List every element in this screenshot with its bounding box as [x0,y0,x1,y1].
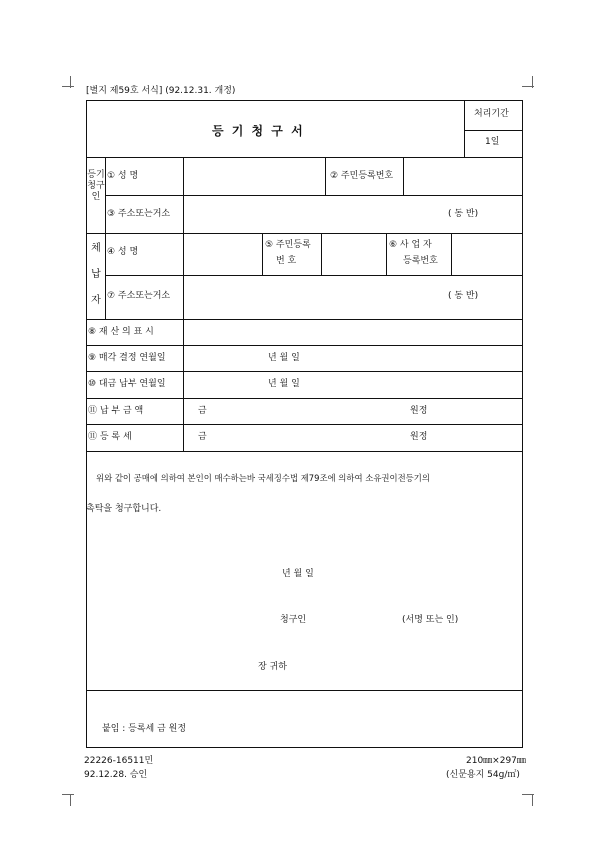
divider [86,345,523,346]
crop-mark [70,794,71,806]
footer-approval: 92.12.28. 승인 [84,770,148,780]
registration-tax-suffix: 원정 [410,432,428,442]
form-title: 등 기 청 구 서 [212,124,305,138]
delinquent-group-label: 체납자 [91,243,101,306]
divider [464,130,523,131]
payment-date-label: ⑩ 대금 납부 연월일 [88,379,166,389]
divider [105,275,523,276]
divider [105,157,106,319]
processing-period-label: 처리기간 [474,109,509,119]
delinquent-name-label: ④ 성 명 [107,247,139,257]
divider [86,157,523,158]
footer-paper-size: 210㎜×297㎜ [466,756,526,766]
divider [321,233,322,275]
payment-date-value: 년 월 일 [268,379,300,389]
divider [464,100,465,157]
footer-code: 22226-16511민 [84,756,154,766]
delinquent-resident-label: ⑤ 주민등록 [265,240,311,250]
footer-paper-type: (신문용지 54g/㎡) [446,770,520,780]
delinquent-resident-label-2: 번 호 [276,256,297,266]
crop-mark [532,794,533,806]
property-label: ⑧ 재 산 의 표 시 [88,327,154,337]
delinquent-address-label: ⑦ 주소또는거소 [107,291,171,301]
addressee: 장 귀하 [258,662,287,672]
claimant-resident-label: ② 주민등록번호 [330,171,394,181]
registration-tax-prefix: 금 [198,432,207,442]
divider [86,424,523,425]
claimant-name-label: ① 성 명 [107,171,139,181]
sale-date-value: 년 월 일 [268,353,300,363]
statement-line-2: 촉탁을 청구합니다. [86,504,162,514]
divider [262,233,263,275]
delinquent-dong-ban: ( 동 반) [448,291,479,301]
payment-amount-label: ⑪ 납 부 금 액 [88,406,144,416]
date-line: 년 월 일 [282,569,314,579]
registration-tax-label: ⑪ 등 록 세 [88,432,132,442]
claimant-dong-ban: ( 동 반) [448,209,479,219]
processing-period-value: 1일 [485,137,500,147]
sale-date-label: ⑨ 매각 결정 연월일 [88,353,166,363]
divider [86,233,523,234]
sign-note: (서명 또는 인) [402,615,459,625]
payment-amount-suffix: 원정 [410,406,428,416]
divider [86,371,523,372]
claimant-group-label: 등기청구인 [87,170,105,202]
claimant-address-label: ③ 주소또는거소 [107,209,171,219]
divider [86,319,523,320]
crop-mark [522,794,534,795]
delinquent-business-label-2: 등록번호 [403,256,438,266]
attachment-line: 붙임 : 등록세 금 원정 [102,724,187,734]
crop-mark [62,794,74,795]
payment-amount-prefix: 금 [198,406,207,416]
divider [403,157,404,195]
divider [451,233,452,275]
divider [325,157,326,195]
delinquent-business-label: ⑥ 사 업 자 [389,240,432,250]
claimant-sign-label: 청구인 [280,615,307,625]
statement-line-1: 위와 같이 공매에 의하여 본인이 매수하는바 국세징수법 제79조에 의하여 소유권이전등기의 [96,473,430,483]
divider [86,690,523,691]
crop-mark [522,86,534,87]
divider [386,233,387,275]
divider [105,195,523,196]
crop-mark [62,86,74,87]
divider [183,157,184,451]
form-header: [별지 제59호 서식] (92.12.31. 개정) [86,86,236,96]
divider [86,398,523,399]
divider [86,451,523,452]
